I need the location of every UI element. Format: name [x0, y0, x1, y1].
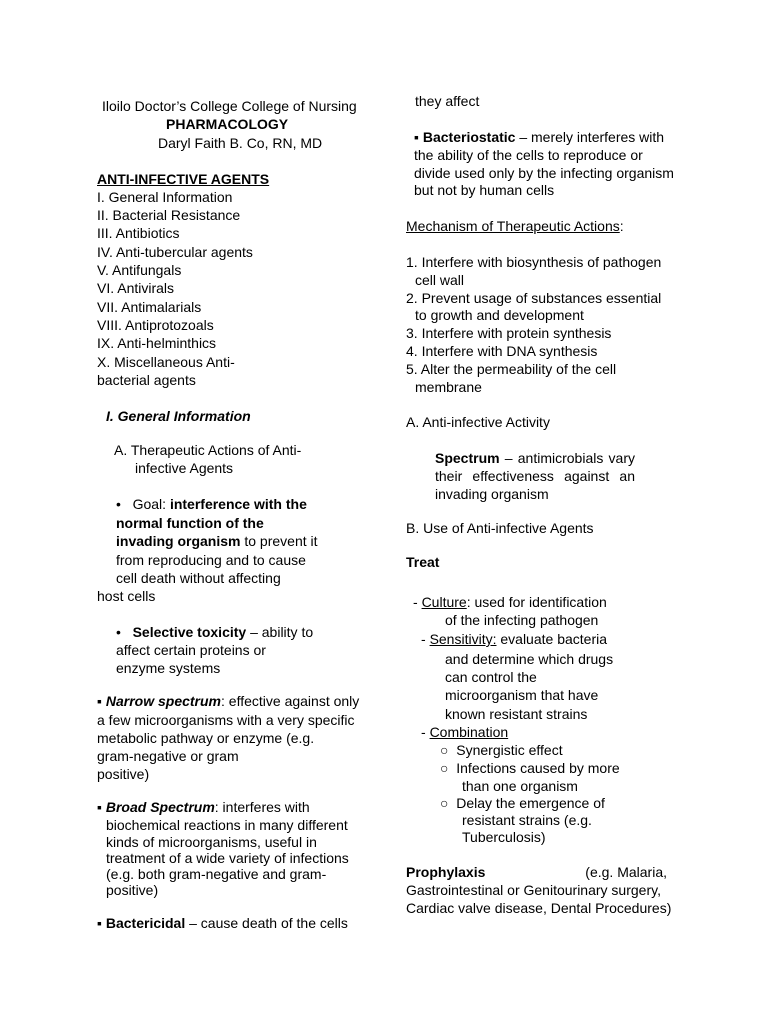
goal-label: Goal:	[132, 496, 170, 512]
combination-item-text: Synergistic effect	[456, 742, 563, 758]
narrow-spectrum-text: : effective against only	[221, 693, 360, 709]
bacteriostatic-line-3: divide used only by the infecting organism	[414, 165, 674, 181]
narrow-spectrum-line-1	[97, 692, 359, 710]
outline-item: bacterial agents	[97, 372, 196, 388]
square-bullet: ▪	[97, 915, 102, 931]
mechanism-heading-colon: :	[619, 218, 624, 234]
narrow-spectrum-line-2: a few microorganisms with a very specific	[97, 712, 355, 728]
bacteriostatic-label: Bacteriostatic	[422, 129, 516, 145]
goal-line-6: host cells	[97, 588, 156, 604]
sensitivity-line-3: can control the	[445, 669, 537, 685]
sensitivity-label: Sensitivity:	[429, 631, 497, 647]
goal-line-3	[116, 532, 318, 550]
selective-toxicity-line-3: enzyme systems	[116, 660, 221, 676]
sensitivity-line-1	[421, 630, 607, 648]
outline-item: V. Antifungals	[97, 262, 182, 278]
treat-label: Treat	[406, 554, 440, 570]
circle-bullet-icon: ○	[440, 760, 449, 776]
bacteriostatic-line-2: the ability of the cells to reproduce or	[414, 147, 643, 163]
combination-item-text: Infections caused by more	[456, 760, 620, 776]
bactericidal-line-2: they affect	[415, 93, 480, 109]
mechanism-heading	[406, 217, 624, 235]
goal-text: to prevent it	[240, 533, 318, 549]
bullet-dot: •	[116, 496, 121, 512]
circle-bullet-icon: ○	[440, 795, 449, 811]
bactericidal-text: – cause death of the cells	[185, 915, 348, 931]
goal-bold: interference with the	[169, 496, 307, 512]
prophylaxis-line-3: Cardiac valve disease, Dental Procedures)	[406, 900, 672, 916]
sensitivity-line-2: and determine which drugs	[445, 651, 614, 667]
square-bullet: ▪	[97, 799, 102, 815]
outline-item: IX. Anti-helminthics	[97, 335, 217, 351]
bullet-dot: •	[116, 624, 121, 640]
broad-spectrum-line-6: positive)	[106, 882, 159, 898]
prophylaxis-text: (e.g. Malaria,	[585, 864, 667, 880]
mechanism-item-cont: to growth and development	[415, 307, 584, 323]
combination-item-text: Delay the emergence of	[456, 795, 605, 811]
broad-spectrum-line-5: (e.g. both gram-negative and gram-	[106, 866, 327, 882]
broad-spectrum-line-4: treatment of a wide variety of infections	[106, 850, 349, 866]
selective-toxicity-line-1	[116, 623, 313, 641]
goal-line-2: normal function of the	[116, 515, 264, 531]
prophylaxis-line-2: Gastrointestinal or Genitourinary surgery,	[406, 882, 661, 898]
college-name: Iloilo Doctor’s College College of Nursing	[102, 98, 357, 114]
combination-label: Combination	[429, 724, 509, 740]
combination-line	[421, 723, 508, 741]
activity-heading: A. Anti-infective Activity	[406, 414, 550, 430]
selective-toxicity-label: Selective toxicity	[132, 624, 247, 640]
combination-item-cont: Tuberculosis)	[462, 829, 546, 845]
mechanism-item: 4. Interfere with DNA synthesis	[406, 343, 598, 359]
combination-item	[440, 741, 563, 759]
outline-item: VII. Antimalarials	[97, 299, 202, 315]
broad-spectrum-line-2: biochemical reactions in many different	[106, 817, 348, 833]
outline-item: II. Bacterial Resistance	[97, 207, 241, 223]
broad-spectrum-label: Broad Spectrum	[105, 799, 215, 815]
culture-text: : used for identification	[466, 594, 607, 610]
outline-item: X. Miscellaneous Anti-	[97, 354, 235, 370]
prophylaxis-label: Prophylaxis	[406, 864, 486, 880]
spectrum-label: Spectrum	[435, 450, 500, 466]
narrow-spectrum-label: Narrow spectrum	[105, 693, 222, 709]
combination-item	[440, 759, 620, 777]
use-heading: B. Use of Anti-infective Agents	[406, 520, 594, 536]
mechanism-item: 3. Interfere with protein synthesis	[406, 325, 612, 341]
combination-item	[440, 794, 605, 812]
mechanism-item-cont: cell wall	[415, 272, 465, 288]
selective-toxicity-text: – ability to	[246, 624, 314, 640]
subheading-a-cont: infective Agents	[135, 460, 234, 476]
bactericidal-label: Bactericidal	[105, 915, 186, 931]
outline-item: I. General Information	[97, 189, 233, 205]
broad-spectrum-line-3: kinds of microorganisms, useful in	[106, 834, 317, 850]
outline-title: ANTI-INFECTIVE AGENTS	[97, 171, 270, 187]
dash: -	[421, 724, 430, 740]
outline-item: VI. Antivirals	[97, 280, 175, 296]
goal-line-1	[116, 495, 307, 513]
square-bullet: ▪	[414, 129, 419, 145]
narrow-spectrum-line-3: metabolic pathway or enzyme (e.g.	[97, 730, 315, 746]
broad-spectrum-line-1	[97, 798, 310, 816]
spectrum-line-2: their effectiveness against an	[435, 468, 635, 484]
broad-spectrum-text: : interferes with	[214, 799, 310, 815]
culture-line-2: of the infecting pathogen	[445, 612, 599, 628]
spectrum-line-1	[435, 449, 635, 467]
culture-label: Culture	[421, 594, 467, 610]
sensitivity-text: evaluate bacteria	[496, 631, 608, 647]
bacteriostatic-text: – merely interferes with	[515, 129, 665, 145]
bacteriostatic-line-4: but not by human cells	[414, 182, 555, 198]
narrow-spectrum-line-4: gram-negative or gram	[97, 748, 239, 764]
narrow-spectrum-line-5: positive)	[97, 766, 150, 782]
sensitivity-line-5: known resistant strains	[445, 706, 588, 722]
mechanism-item: 2. Prevent usage of substances essential	[406, 290, 662, 306]
combination-item-cont: resistant strains (e.g.	[462, 812, 592, 828]
sensitivity-line-4: microorganism that have	[445, 687, 599, 703]
section-heading: I. General Information	[106, 408, 251, 424]
bacteriostatic-line-1	[414, 128, 664, 146]
goal-line-5: cell death without affecting	[116, 570, 281, 586]
outline-item: IV. Anti-tubercular agents	[97, 244, 253, 260]
culture-line-1	[413, 593, 607, 611]
subheading-a: A. Therapeutic Actions of Anti-	[114, 442, 302, 458]
mechanism-item: 5. Alter the permeability of the cell	[406, 361, 617, 377]
author-line: Daryl Faith B. Co, RN, MD	[158, 135, 323, 151]
prophylaxis-line-1	[406, 863, 667, 881]
mechanism-heading-text: Mechanism of Therapeutic Actions	[406, 218, 620, 234]
outline-item: III. Antibiotics	[97, 225, 180, 241]
dash: -	[413, 594, 422, 610]
circle-bullet-icon: ○	[440, 742, 449, 758]
subject-title: PHARMACOLOGY	[166, 116, 289, 132]
goal-line-4: from reproducing and to cause	[116, 552, 306, 568]
bactericidal-line-1	[97, 914, 348, 932]
mechanism-item-cont: membrane	[415, 379, 482, 395]
outline-item: VIII. Antiprotozoals	[97, 317, 214, 333]
spectrum-line-3: invading organism	[435, 486, 549, 502]
spectrum-text: – antimicrobials vary	[499, 450, 635, 466]
square-bullet: ▪	[97, 693, 102, 709]
mechanism-item: 1. Interfere with biosynthesis of pathogen	[406, 254, 662, 270]
combination-item-cont: than one organism	[462, 778, 578, 794]
goal-bold: invading organism	[116, 533, 241, 549]
dash: -	[421, 631, 430, 647]
selective-toxicity-line-2: affect certain proteins or	[116, 642, 266, 658]
